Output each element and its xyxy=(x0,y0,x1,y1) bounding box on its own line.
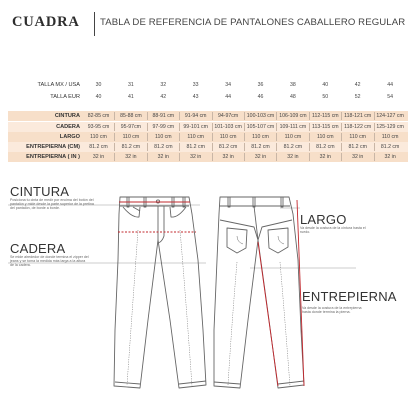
table-cell: 105-107 cm xyxy=(246,124,275,130)
table-cell: 44 xyxy=(225,94,231,100)
table-cell: 81.2 cm xyxy=(380,144,400,150)
table-cell: 110 cm xyxy=(381,134,399,140)
row-label: ENTREPIERNA ( IN ) xyxy=(26,154,80,160)
cadera-description: Se mide alrededor de donde termina el zipper del jeans y se toma la medida más larga a la altura de la cadera. xyxy=(10,255,89,268)
table-cell: 81.2 cm xyxy=(218,144,238,150)
table-cell: 32 in xyxy=(319,154,331,160)
table-cell: 32 xyxy=(160,82,167,88)
table-cell: 81.2 cm xyxy=(283,144,303,150)
table-cell: 91-94 cm xyxy=(184,113,207,119)
brand-logo: CUADRA xyxy=(12,14,80,30)
table-cell: 81.2 cm xyxy=(316,144,335,150)
cintura-description: Posiciona tu cinta de medir por encima del botón del pantalón y mide desde la parte superior de la pretina del pantalón, de borde a borde. xyxy=(10,198,94,211)
back-pants-drawing xyxy=(214,197,304,388)
table-cell: 110 cm xyxy=(219,134,237,140)
row-label: CINTURA xyxy=(54,113,80,119)
table-cell: 32 in xyxy=(222,154,234,160)
table-cell: 81.2 cm xyxy=(89,144,108,150)
table-cell: 81.2 cm xyxy=(251,144,270,150)
table-cell: 32 in xyxy=(287,154,299,160)
cintura-title: CINTURA xyxy=(10,184,70,199)
table-cell: 32 in xyxy=(352,154,364,160)
table-cell: 52 xyxy=(354,94,361,100)
table-cell: 110 cm xyxy=(284,134,302,140)
table-cell: 110 cm xyxy=(122,134,140,140)
table-cell: 88-91 cm xyxy=(152,113,175,119)
largo-title: LARGO xyxy=(300,212,347,227)
table-cell: 44 xyxy=(387,82,393,88)
table-cell: 32 in xyxy=(254,154,267,160)
table-cell: 82-85 cm xyxy=(87,113,110,119)
table-cell: 81.2 cm xyxy=(348,144,367,150)
table-cell: 81.2 cm xyxy=(154,144,173,150)
table-cell: 110 cm xyxy=(187,134,204,140)
table-cell: 93-95 cm xyxy=(87,124,110,130)
table-cell: 125-129 cm xyxy=(376,124,404,130)
table-cell: 42 xyxy=(354,82,361,88)
table-cell: 50 xyxy=(322,94,329,100)
front-pants-drawing xyxy=(114,197,206,388)
table-cell: 40 xyxy=(95,94,102,100)
table-cell: 48 xyxy=(290,94,296,100)
cadera-title: CADERA xyxy=(10,241,66,256)
table-cell: 32 in xyxy=(125,154,137,160)
table-cell: 81.2 cm xyxy=(121,144,141,150)
entrepierna-description: Va desde la costura de la entrepierna hasta donde termina la pierna. xyxy=(302,306,362,315)
table-cell: 33 xyxy=(192,82,199,88)
table-cell: 112-115 cm xyxy=(311,113,339,119)
table-cell: 38 xyxy=(290,82,296,88)
table-cell: 46 xyxy=(257,94,264,100)
table-cell: 40 xyxy=(322,82,329,88)
table-cell: 110 cm xyxy=(349,134,366,140)
table-cell: 30 xyxy=(95,82,102,88)
table-cell: 41 xyxy=(128,94,134,100)
table-cell: 94-97cm xyxy=(218,113,239,119)
table-cell: 124-127 cm xyxy=(376,113,404,119)
table-cell: 31 xyxy=(128,82,134,88)
table-cell: 106-109 cm xyxy=(279,113,307,119)
table-cell: 99-101 cm xyxy=(183,124,208,130)
entrepierna-measure-line xyxy=(258,242,278,386)
table-cell: 109-111 cm xyxy=(279,124,307,130)
row-label: TALLA MX / USA xyxy=(37,82,80,88)
entrepierna-title: ENTREPIERNA xyxy=(302,289,397,304)
table-cell: 118-122 cm xyxy=(344,124,372,130)
table-cell: 32 in xyxy=(92,154,105,160)
table-cell: 43 xyxy=(192,94,199,100)
table-cell: 32 in xyxy=(190,154,202,160)
row-label: TALLA EUR xyxy=(50,94,80,100)
largo-description: Va desde la costura de la cintura hasta el ruedo. xyxy=(300,226,366,235)
table-cell: 101-103 cm xyxy=(214,124,242,130)
row-label: CADERA xyxy=(56,124,80,130)
table-cell: 97-99 cm xyxy=(152,124,175,130)
table-cell: 118-121 cm xyxy=(344,113,372,119)
table-cell: 110 cm xyxy=(252,134,269,140)
table-cell: 42 xyxy=(160,94,167,100)
table-cell: 110 cm xyxy=(90,134,107,140)
table-cell: 36 xyxy=(257,82,264,88)
table-cell: 54 xyxy=(387,94,393,100)
table-cell: 34 xyxy=(225,82,231,88)
table-cell: 95-97cm xyxy=(120,124,141,130)
row-label: ENTREPIERNA (CM) xyxy=(26,144,80,150)
row-label: LARGO xyxy=(59,134,80,140)
table-cell: 113-115 cm xyxy=(311,124,339,130)
table-cell: 85-88 cm xyxy=(120,113,142,119)
page-title: TABLA DE REFERENCIA DE PANTALONES CABALLERO REGULAR xyxy=(100,17,406,28)
table-cell: 32 in xyxy=(157,154,169,160)
table-cell: 110 cm xyxy=(154,134,172,140)
table-cell: 32 in xyxy=(384,154,396,160)
table-cell: 100-103 cm xyxy=(246,113,275,119)
table-cell: 81.2 cm xyxy=(186,144,205,150)
table-cell: 110 cm xyxy=(316,134,334,140)
